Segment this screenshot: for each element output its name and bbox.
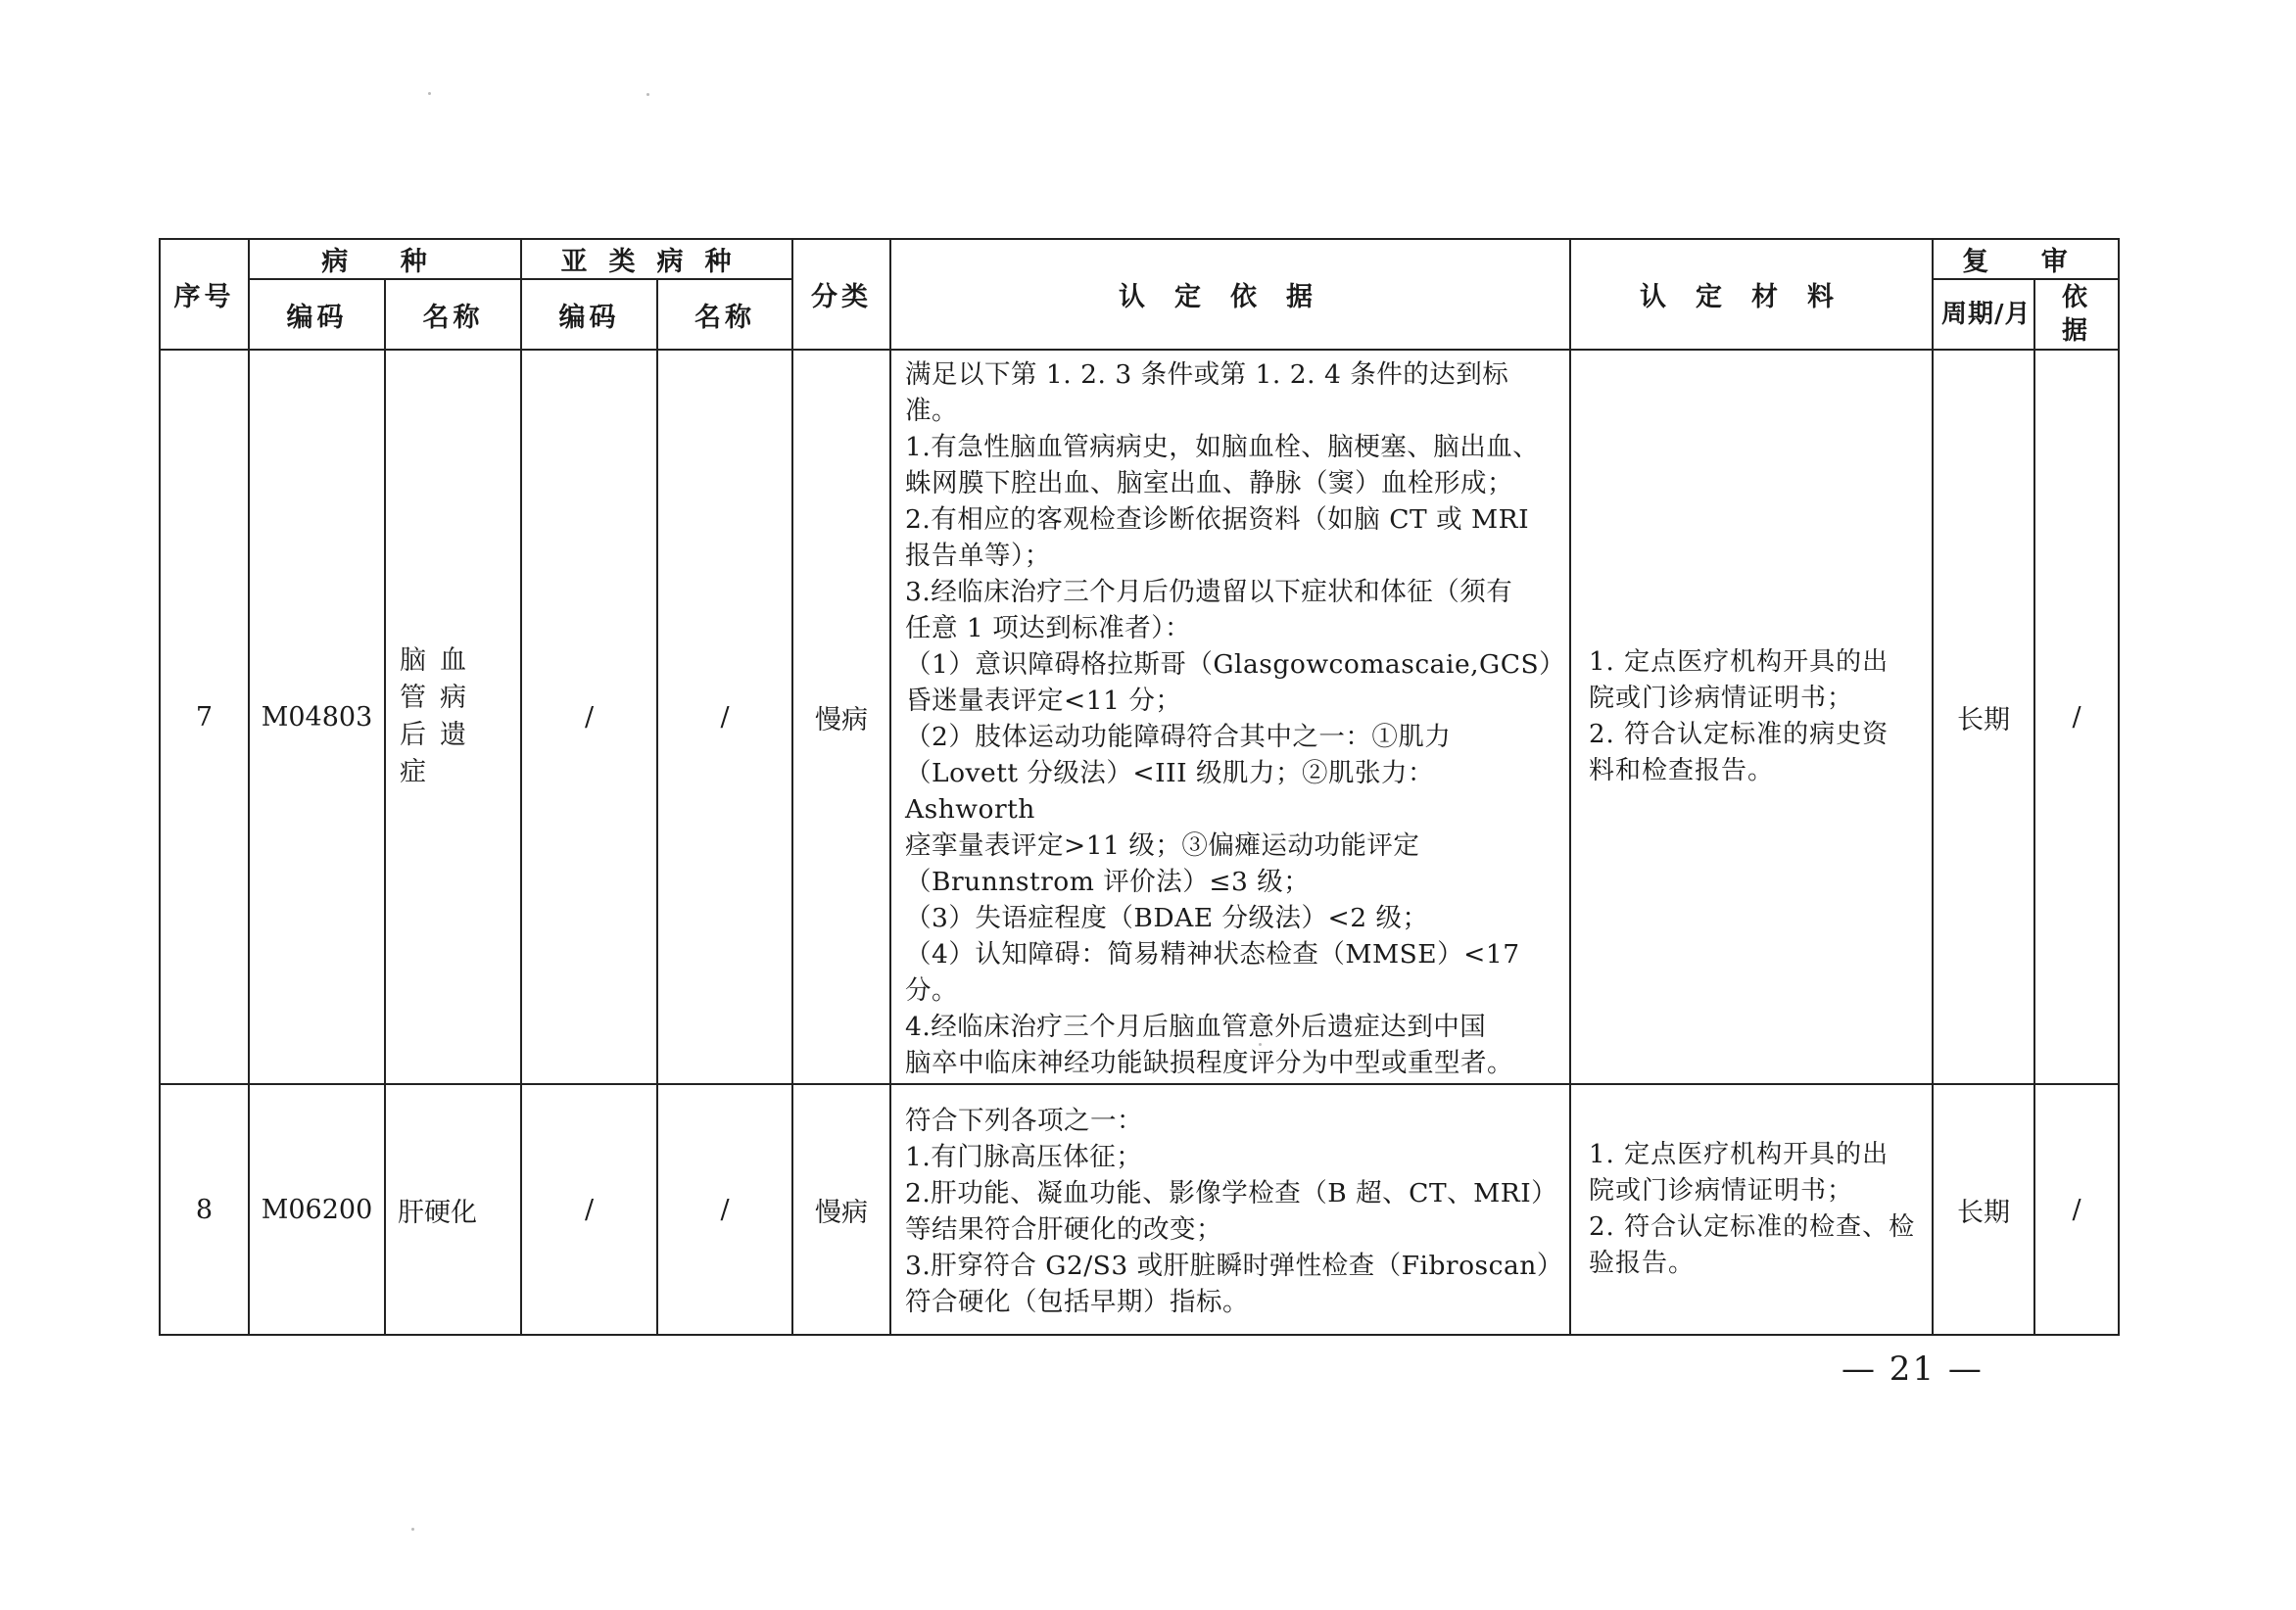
scan-speck (646, 93, 649, 96)
row-category: 慢病 (792, 1084, 890, 1335)
criteria-line: 3.肝穿符合 G2/S3 或肝脏瞬时弹性检查（Fibroscan） (905, 1251, 1563, 1281)
criteria-line: 昏迷量表评定<11 分； (905, 686, 1182, 716)
header-disease-code: 编码 (249, 279, 385, 350)
row-subtype-code: / (521, 1084, 657, 1335)
criteria-line: 任意 1 项达到标准者）： (905, 613, 1191, 643)
row-materials (1570, 1084, 1933, 1335)
criteria-line: 1.有门脉高压体征； (905, 1142, 1143, 1172)
row-disease-code: M04803 (249, 350, 385, 1084)
criteria-line: 蛛网膜下腔出血、脑室出血、静脉（窦）血栓形成； (905, 468, 1513, 498)
row-review-basis: / (2034, 350, 2119, 1084)
row-materials (1570, 350, 1933, 1084)
row-subtype-name: / (657, 1084, 792, 1335)
page-number: — 21 — (1842, 1350, 1984, 1389)
criteria-line: 2.肝功能、凝血功能、影像学检查（B 超、CT、MRI） (905, 1178, 1558, 1208)
row-review-basis: / (2034, 1084, 2119, 1335)
row-criteria (890, 1084, 1570, 1335)
criteria-line: 1.有急性脑血管病病史，如脑血栓、脑梗塞、脑出血、 (905, 432, 1540, 462)
criteria-line: 满足以下第 1. 2. 3 条件或第 1. 2. 4 条件的达到标准。 (905, 359, 1509, 426)
criteria-line: 4.经临床治疗三个月后脑血管意外后遗症达到中国 (905, 1012, 1487, 1042)
criteria-line: （Brunnstrom 评价法）≤3 级； (905, 867, 1311, 897)
material-line: 院或门诊病情证明书； (1589, 1176, 1854, 1206)
header-category: 分类 (792, 239, 890, 350)
header-seq: 序号 (160, 239, 249, 350)
material-line: 2. 符合认定标准的病史资 (1589, 720, 1889, 749)
row-category: 慢病 (792, 350, 890, 1084)
criteria-line: （Lovett 分级法）<III 级肌力；②肌张力：Ashworth (905, 758, 1434, 825)
header-review-period: 周期/月 (1933, 279, 2034, 350)
criteria-line: 等结果符合肝硬化的改变； (905, 1214, 1222, 1245)
criteria-line: （1）意识障碍格拉斯哥（Glasgowcomascaie,GCS） (905, 649, 1566, 680)
criteria-line: 3.经临床治疗三个月后仍遗留以下症状和体征（须有 (905, 577, 1513, 607)
row-review-period: 长期 (1933, 1084, 2034, 1335)
criteria-line: 符合硬化（包括早期）指标。 (905, 1287, 1249, 1317)
material-line: 1. 定点医疗机构开具的出 (1589, 647, 1889, 677)
criteria-line: 痉挛量表评定>11 级；③偏瘫运动功能评定 (905, 830, 1420, 861)
header-disease-name: 名称 (385, 279, 521, 350)
criteria-line: 符合下列各项之一： (905, 1106, 1143, 1136)
scan-speck (428, 92, 431, 95)
material-line: 料和检查报告。 (1589, 756, 1775, 785)
row-disease-name: 脑血管病后遗症 (385, 350, 521, 1084)
row-seq: 8 (160, 1084, 249, 1335)
criteria-line: 脑卒中临床神经功能缺损程度评分为中型或重型者。 (905, 1048, 1513, 1078)
criteria-line: （2）肢体运动功能障碍符合其中之一：①肌力 (905, 722, 1452, 752)
row-subtype-code: / (521, 350, 657, 1084)
criteria-line: （3）失语症程度（BDAE 分级法）<2 级； (905, 903, 1429, 933)
material-line: 2. 符合认定标准的检查、检 (1589, 1212, 1916, 1242)
header-review-basis: 依据 (2034, 279, 2119, 350)
criteria-line: 分。 (905, 975, 958, 1006)
header-row-1 (160, 239, 2119, 279)
header-disease-group: 病 种 (249, 239, 521, 279)
table-row (160, 350, 2119, 1084)
criteria-line: 2.有相应的客观检查诊断依据资料（如脑 CT 或 MRI (905, 504, 1530, 535)
header-review-group: 复 审 (1933, 239, 2119, 279)
material-line: 验报告。 (1589, 1249, 1696, 1278)
header-criteria: 认定依据 (890, 239, 1570, 350)
header-subtype-name: 名称 (657, 279, 792, 350)
row-disease-name: 肝硬化 (385, 1084, 521, 1335)
criteria-line: 报告单等）； (905, 541, 1051, 571)
row-disease-code: M06200 (249, 1084, 385, 1335)
row-review-period: 长期 (1933, 350, 2034, 1084)
header-subtype-group: 亚类病种 (521, 239, 792, 279)
row-subtype-name: / (657, 350, 792, 1084)
row-criteria (890, 350, 1570, 1084)
row-seq: 7 (160, 350, 249, 1084)
header-materials: 认定材料 (1570, 239, 1933, 350)
header-subtype-code: 编码 (521, 279, 657, 350)
scan-speck (1259, 1043, 1262, 1046)
table-row (160, 1084, 2119, 1335)
scan-speck (411, 1528, 414, 1531)
disease-criteria-table (159, 238, 2120, 1336)
criteria-line: （4）认知障碍：简易精神状态检查（MMSE）<17 (905, 939, 1520, 970)
material-line: 1. 定点医疗机构开具的出 (1589, 1140, 1889, 1169)
material-line: 院或门诊病情证明书； (1589, 684, 1854, 713)
